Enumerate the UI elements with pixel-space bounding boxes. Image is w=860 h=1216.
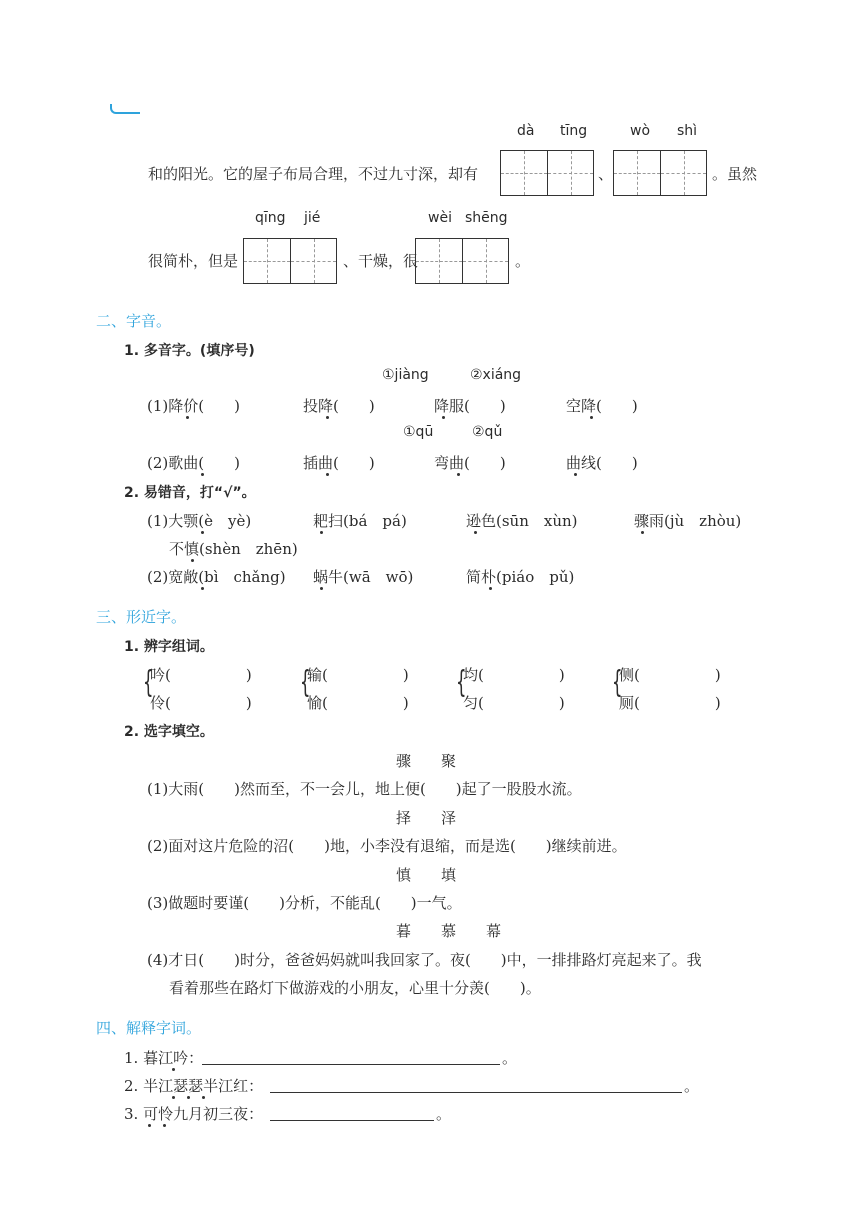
passage-line: 很简朴，但是 <box>148 252 239 270</box>
word-item[interactable]: 匀( ) <box>463 694 565 712</box>
emphasis-dot <box>320 531 323 534</box>
emphasis-dot <box>474 531 477 534</box>
period: 。 <box>502 1049 518 1067</box>
answer-item[interactable]: 蜗牛(wā wō) <box>313 568 414 586</box>
option: ①qū <box>403 424 434 440</box>
answer-grid[interactable] <box>243 238 337 284</box>
answer-grid[interactable] <box>613 150 707 196</box>
answer-item[interactable]: (1)降价( ) <box>147 397 240 415</box>
option: ②qǔ <box>472 424 503 440</box>
option: ①jiàng <box>382 367 429 383</box>
answer-grid[interactable] <box>415 238 509 284</box>
term-label: 2. 半江瑟瑟半江红： <box>124 1077 264 1095</box>
emphasis-dot <box>186 416 189 419</box>
char-choices: 慎 填 <box>396 866 457 884</box>
answer-item[interactable]: (2)歌曲( ) <box>147 454 240 472</box>
answer-item[interactable]: (1)大颚(è yè) <box>147 512 252 530</box>
term-label: 3. 可怜九月初三夜： <box>124 1105 264 1123</box>
emphasis-dot <box>326 416 329 419</box>
word-item[interactable]: 伶( ) <box>150 694 252 712</box>
answer-item[interactable]: 不慎(shèn zhēn) <box>169 540 298 558</box>
brace-icon: { <box>143 665 154 700</box>
word-item[interactable]: 厕( ) <box>619 694 721 712</box>
pinyin: shì <box>677 123 698 139</box>
word-item[interactable]: 愉( ) <box>307 694 409 712</box>
question-title: 1. 辨字组词。 <box>124 639 214 655</box>
char-choices: 暮 慕 幕 <box>396 922 502 940</box>
word-item[interactable]: 吟( ) <box>150 666 252 684</box>
emphasis-dot <box>457 473 460 476</box>
answer-item[interactable]: 耙扫(bá pá) <box>313 512 407 530</box>
sentence[interactable]: (1)大雨( )然而至，不一会儿，地上便( )起了一股股水流。 <box>147 780 582 798</box>
emphasis-dot <box>201 531 204 534</box>
answer-grid[interactable] <box>500 150 594 196</box>
emphasis-dot <box>574 473 577 476</box>
emphasis-dot <box>191 559 194 562</box>
answer-item[interactable]: 骤雨(jù zhòu) <box>634 512 742 530</box>
emphasis-dot <box>202 1096 205 1099</box>
brace-icon: { <box>300 665 311 700</box>
sentence[interactable]: (2)面对这片危险的沼( )地，小李没有退缩，而是选( )继续前进。 <box>147 837 627 855</box>
answer-item[interactable]: 投降( ) <box>303 397 375 415</box>
answer-item[interactable]: 插曲( ) <box>303 454 375 472</box>
sentence[interactable]: (3)做题时要谨( )分析，不能乱( )一气。 <box>147 894 462 912</box>
pinyin: tīng <box>560 123 588 139</box>
corner-mark-icon <box>110 104 140 114</box>
pinyin: dà <box>517 123 535 139</box>
char-choices: 骤 聚 <box>396 752 457 770</box>
answer-line[interactable] <box>202 1064 500 1065</box>
word-item[interactable]: 均( ) <box>463 666 565 684</box>
passage-line: 、干燥，很 <box>343 252 419 270</box>
emphasis-dot <box>148 1124 151 1127</box>
term-label: 1. 暮江吟： <box>124 1049 204 1067</box>
emphasis-dot <box>326 473 329 476</box>
passage-line: 。虽然 <box>712 165 758 183</box>
emphasis-dot <box>201 587 204 590</box>
section-title: 三、形近字。 <box>96 608 187 626</box>
separator: 、 <box>598 165 614 183</box>
period: 。 <box>684 1077 700 1095</box>
sentence[interactable]: (4)才日( )时分，爸爸妈妈就叫我回家了。夜( )中，一排排路灯亮起来了。我 <box>147 951 702 969</box>
emphasis-dot <box>172 1096 175 1099</box>
answer-line[interactable] <box>270 1120 434 1121</box>
emphasis-dot <box>163 1124 166 1127</box>
pinyin: qīng <box>255 210 286 226</box>
pinyin: wèi <box>428 210 452 226</box>
answer-item[interactable]: (2)宽敞(bì chǎng) <box>147 568 286 586</box>
answer-item[interactable]: 曲线( ) <box>566 454 638 472</box>
period: 。 <box>436 1105 452 1123</box>
question-title: 2. 选字填空。 <box>124 724 214 740</box>
pinyin: shēng <box>465 210 508 226</box>
emphasis-dot <box>590 416 593 419</box>
pinyin: wò <box>630 123 651 139</box>
section-title: 四、解释字词。 <box>96 1019 202 1037</box>
brace-icon: { <box>612 665 623 700</box>
section-title: 二、字音。 <box>96 312 172 330</box>
emphasis-dot <box>320 587 323 590</box>
emphasis-dot <box>641 531 644 534</box>
char-choices: 择 泽 <box>396 809 457 827</box>
brace-icon: { <box>456 665 467 700</box>
answer-line[interactable] <box>270 1092 682 1093</box>
passage-line: 和的阳光。它的屋子布局合理，不过九寸深，却有 <box>148 165 479 183</box>
sentence[interactable]: 看着那些在路灯下做游戏的小朋友，心里十分羡( )。 <box>169 979 541 997</box>
option: ②xiáng <box>470 367 522 383</box>
word-item[interactable]: 侧( ) <box>619 666 721 684</box>
answer-item[interactable]: 弯曲( ) <box>434 454 506 472</box>
emphasis-dot <box>187 1096 190 1099</box>
emphasis-dot <box>201 473 204 476</box>
emphasis-dot <box>489 587 492 590</box>
pinyin: jié <box>304 210 321 226</box>
answer-item[interactable]: 逊色(sūn xùn) <box>466 512 578 530</box>
question-title: 1. 多音字。(填序号) <box>124 343 255 359</box>
emphasis-dot <box>172 1068 175 1071</box>
answer-item[interactable]: 降服( ) <box>434 397 506 415</box>
emphasis-dot <box>442 416 445 419</box>
question-title: 2. 易错音，打“√”。 <box>124 485 256 501</box>
passage-line: 。 <box>515 252 531 270</box>
answer-item[interactable]: 简朴(piáo pǔ) <box>466 568 575 586</box>
word-item[interactable]: 输( ) <box>307 666 409 684</box>
answer-item[interactable]: 空降( ) <box>566 397 638 415</box>
